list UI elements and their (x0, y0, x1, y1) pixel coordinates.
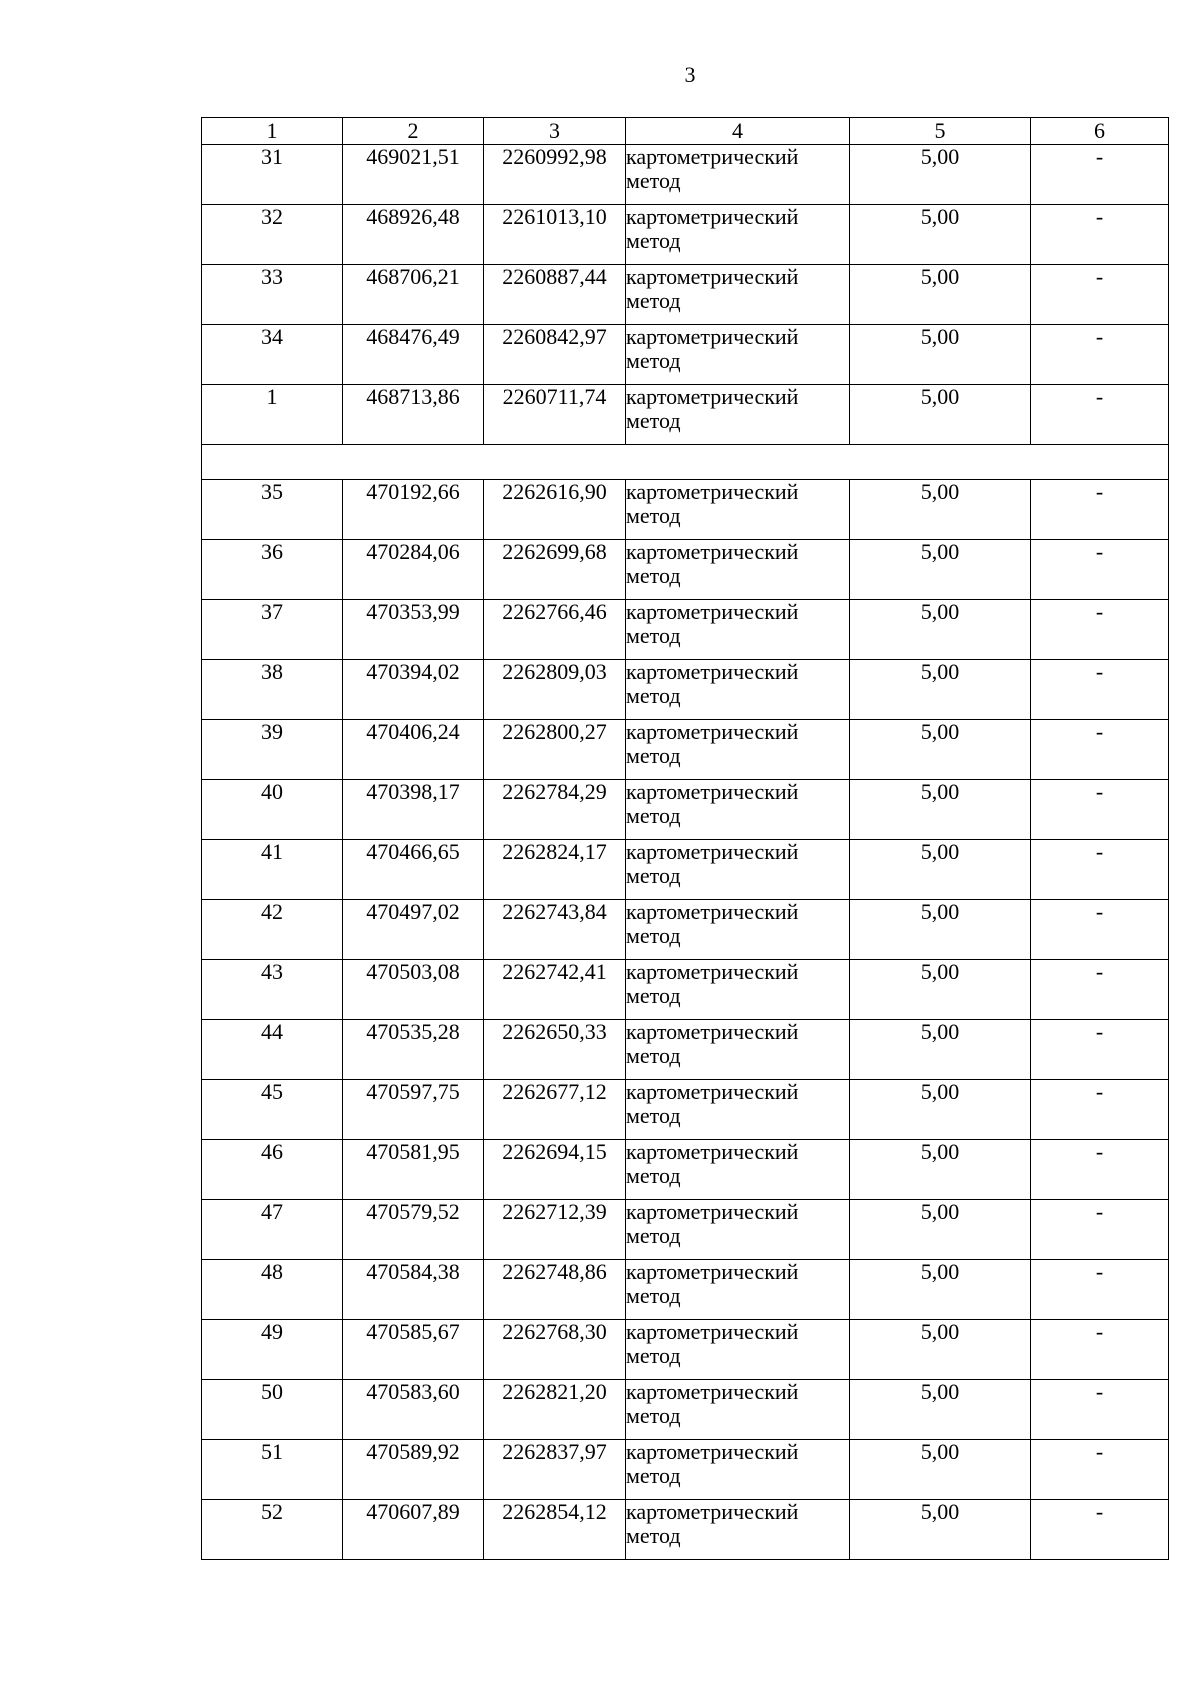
method-line-2: метод (626, 1283, 681, 1308)
column-header: 2 (343, 118, 484, 145)
description-cell: - (1031, 720, 1169, 780)
point-number-cell: 1 (202, 385, 343, 445)
x-coordinate-cell: 470581,95 (343, 1140, 484, 1200)
method-cell (626, 325, 850, 385)
precision-cell: 5,00 (850, 540, 1031, 600)
method-line-1: картометрический (626, 959, 799, 984)
y-coordinate-cell: 2261013,10 (484, 205, 626, 265)
y-coordinate-cell: 2262854,12 (484, 1500, 626, 1560)
method-line-2: метод (626, 168, 681, 193)
point-number-cell: 51 (202, 1440, 343, 1500)
point-number-cell: 46 (202, 1140, 343, 1200)
method-line-2: метод (626, 408, 681, 433)
method-line-2: метод (626, 348, 681, 373)
method-cell (626, 1080, 850, 1140)
x-coordinate-cell: 470406,24 (343, 720, 484, 780)
y-coordinate-cell: 2262837,97 (484, 1440, 626, 1500)
method-line-2: метод (626, 1403, 681, 1428)
method-line-1: картометрический (626, 599, 799, 624)
precision-cell: 5,00 (850, 660, 1031, 720)
precision-cell: 5,00 (850, 1200, 1031, 1260)
method-line-2: метод (626, 563, 681, 588)
table-row (202, 265, 1169, 325)
method-cell (626, 720, 850, 780)
point-number-cell: 38 (202, 660, 343, 720)
point-number-cell: 48 (202, 1260, 343, 1320)
precision-cell: 5,00 (850, 1320, 1031, 1380)
method-line-2: метод (626, 803, 681, 828)
description-cell: - (1031, 1260, 1169, 1320)
method-cell (626, 1140, 850, 1200)
description-cell: - (1031, 325, 1169, 385)
point-number-cell: 52 (202, 1500, 343, 1560)
x-coordinate-cell: 468926,48 (343, 205, 484, 265)
y-coordinate-cell: 2262800,27 (484, 720, 626, 780)
table-row (202, 480, 1169, 540)
table-row (202, 1440, 1169, 1500)
point-number-cell: 47 (202, 1200, 343, 1260)
y-coordinate-cell: 2262712,39 (484, 1200, 626, 1260)
precision-cell: 5,00 (850, 385, 1031, 445)
method-line-1: картометрический (626, 839, 799, 864)
y-coordinate-cell: 2262694,15 (484, 1140, 626, 1200)
description-cell: - (1031, 385, 1169, 445)
header-row (202, 118, 1169, 145)
table-row (202, 780, 1169, 840)
method-cell (626, 1260, 850, 1320)
y-coordinate-cell: 2262809,03 (484, 660, 626, 720)
method-line-1: картометрический (626, 384, 799, 409)
method-line-2: метод (626, 1163, 681, 1188)
table-row (202, 385, 1169, 445)
method-cell (626, 780, 850, 840)
table-row (202, 325, 1169, 385)
x-coordinate-cell: 470585,67 (343, 1320, 484, 1380)
method-cell (626, 145, 850, 205)
group-separator-cell (202, 445, 1169, 480)
description-cell: - (1031, 1140, 1169, 1200)
point-number-cell: 31 (202, 145, 343, 205)
method-cell (626, 600, 850, 660)
y-coordinate-cell: 2262784,29 (484, 780, 626, 840)
table-row (202, 205, 1169, 265)
method-line-1: картометрический (626, 1439, 799, 1464)
description-cell: - (1031, 1440, 1169, 1500)
method-line-1: картометрический (626, 204, 799, 229)
table-row (202, 960, 1169, 1020)
description-cell: - (1031, 265, 1169, 325)
method-line-1: картометрический (626, 899, 799, 924)
method-cell (626, 265, 850, 325)
x-coordinate-cell: 470583,60 (343, 1380, 484, 1440)
y-coordinate-cell: 2262768,30 (484, 1320, 626, 1380)
precision-cell: 5,00 (850, 480, 1031, 540)
method-line-2: метод (626, 1223, 681, 1248)
x-coordinate-cell: 470597,75 (343, 1080, 484, 1140)
precision-cell: 5,00 (850, 1140, 1031, 1200)
x-coordinate-cell: 470192,66 (343, 480, 484, 540)
column-header: 3 (484, 118, 626, 145)
x-coordinate-cell: 468476,49 (343, 325, 484, 385)
table-row (202, 900, 1169, 960)
point-number-cell: 37 (202, 600, 343, 660)
precision-cell: 5,00 (850, 960, 1031, 1020)
method-cell (626, 840, 850, 900)
method-line-2: метод (626, 288, 681, 313)
point-number-cell: 33 (202, 265, 343, 325)
x-coordinate-cell: 470589,92 (343, 1440, 484, 1500)
method-cell (626, 480, 850, 540)
method-line-1: картометрический (626, 1259, 799, 1284)
method-line-1: картометрический (626, 1379, 799, 1404)
point-number-cell: 43 (202, 960, 343, 1020)
point-number-cell: 44 (202, 1020, 343, 1080)
point-number-cell: 40 (202, 780, 343, 840)
point-number-cell: 39 (202, 720, 343, 780)
x-coordinate-cell: 470579,52 (343, 1200, 484, 1260)
x-coordinate-cell: 470353,99 (343, 600, 484, 660)
method-line-1: картометрический (626, 1079, 799, 1104)
description-cell: - (1031, 660, 1169, 720)
y-coordinate-cell: 2262616,90 (484, 480, 626, 540)
description-cell: - (1031, 1080, 1169, 1140)
point-number-cell: 35 (202, 480, 343, 540)
method-line-2: метод (626, 983, 681, 1008)
y-coordinate-cell: 2260887,44 (484, 265, 626, 325)
table-row (202, 1500, 1169, 1560)
y-coordinate-cell: 2262748,86 (484, 1260, 626, 1320)
point-number-cell: 49 (202, 1320, 343, 1380)
precision-cell: 5,00 (850, 1020, 1031, 1080)
description-cell: - (1031, 900, 1169, 960)
y-coordinate-cell: 2262743,84 (484, 900, 626, 960)
x-coordinate-cell: 469021,51 (343, 145, 484, 205)
table-row (202, 600, 1169, 660)
precision-cell: 5,00 (850, 1380, 1031, 1440)
description-cell: - (1031, 480, 1169, 540)
table-row (202, 1380, 1169, 1440)
x-coordinate-cell: 470535,28 (343, 1020, 484, 1080)
description-cell: - (1031, 1020, 1169, 1080)
table-row (202, 660, 1169, 720)
x-coordinate-cell: 470503,08 (343, 960, 484, 1020)
group-separator-row (202, 445, 1169, 480)
method-cell (626, 1320, 850, 1380)
method-line-2: метод (626, 683, 681, 708)
method-cell (626, 960, 850, 1020)
y-coordinate-cell: 2260842,97 (484, 325, 626, 385)
method-cell (626, 660, 850, 720)
table-row (202, 840, 1169, 900)
table-body (202, 145, 1169, 1560)
x-coordinate-cell: 470394,02 (343, 660, 484, 720)
column-header: 6 (1031, 118, 1169, 145)
method-line-1: картометрический (626, 659, 799, 684)
method-line-1: картометрический (626, 479, 799, 504)
table-row (202, 1260, 1169, 1320)
description-cell: - (1031, 600, 1169, 660)
method-line-2: метод (626, 1043, 681, 1068)
description-cell: - (1031, 780, 1169, 840)
method-line-2: метод (626, 623, 681, 648)
y-coordinate-cell: 2262699,68 (484, 540, 626, 600)
method-cell (626, 900, 850, 960)
description-cell: - (1031, 1320, 1169, 1380)
point-number-cell: 45 (202, 1080, 343, 1140)
method-cell (626, 1440, 850, 1500)
method-line-2: метод (626, 923, 681, 948)
y-coordinate-cell: 2262742,41 (484, 960, 626, 1020)
x-coordinate-cell: 470607,89 (343, 1500, 484, 1560)
description-cell: - (1031, 960, 1169, 1020)
x-coordinate-cell: 468706,21 (343, 265, 484, 325)
method-line-2: метод (626, 1103, 681, 1128)
x-coordinate-cell: 470284,06 (343, 540, 484, 600)
method-line-1: картометрический (626, 264, 799, 289)
description-cell: - (1031, 1500, 1169, 1560)
x-coordinate-cell: 470466,65 (343, 840, 484, 900)
description-cell: - (1031, 540, 1169, 600)
point-number-cell: 34 (202, 325, 343, 385)
method-cell (626, 1200, 850, 1260)
description-cell: - (1031, 205, 1169, 265)
y-coordinate-cell: 2262766,46 (484, 600, 626, 660)
y-coordinate-cell: 2260992,98 (484, 145, 626, 205)
precision-cell: 5,00 (850, 720, 1031, 780)
x-coordinate-cell: 470398,17 (343, 780, 484, 840)
method-line-2: метод (626, 1463, 681, 1488)
method-line-1: картометрический (626, 144, 799, 169)
table-row (202, 145, 1169, 205)
method-line-2: метод (626, 743, 681, 768)
precision-cell: 5,00 (850, 840, 1031, 900)
method-line-2: метод (626, 1343, 681, 1368)
x-coordinate-cell: 470497,02 (343, 900, 484, 960)
table-row (202, 1200, 1169, 1260)
page-number: 3 (684, 62, 696, 87)
column-header: 4 (626, 118, 850, 145)
method-line-1: картометрический (626, 1319, 799, 1344)
point-number-cell: 36 (202, 540, 343, 600)
method-cell (626, 385, 850, 445)
y-coordinate-cell: 2260711,74 (484, 385, 626, 445)
method-line-2: метод (626, 228, 681, 253)
table-row (202, 1080, 1169, 1140)
method-cell (626, 1380, 850, 1440)
precision-cell: 5,00 (850, 1260, 1031, 1320)
precision-cell: 5,00 (850, 145, 1031, 205)
table-row (202, 720, 1169, 780)
method-line-1: картометрический (626, 539, 799, 564)
method-cell (626, 1020, 850, 1080)
precision-cell: 5,00 (850, 600, 1031, 660)
method-cell (626, 205, 850, 265)
precision-cell: 5,00 (850, 205, 1031, 265)
method-line-2: метод (626, 863, 681, 888)
description-cell: - (1031, 1380, 1169, 1440)
precision-cell: 5,00 (850, 325, 1031, 385)
y-coordinate-cell: 2262677,12 (484, 1080, 626, 1140)
x-coordinate-cell: 468713,86 (343, 385, 484, 445)
method-line-1: картометрический (626, 719, 799, 744)
method-cell (626, 1500, 850, 1560)
method-cell (626, 540, 850, 600)
column-header: 5 (850, 118, 1031, 145)
precision-cell: 5,00 (850, 1080, 1031, 1140)
precision-cell: 5,00 (850, 1500, 1031, 1560)
method-line-1: картометрический (626, 324, 799, 349)
description-cell: - (1031, 1200, 1169, 1260)
method-line-2: метод (626, 1523, 681, 1548)
column-header: 1 (202, 118, 343, 145)
coordinates-table (201, 117, 1169, 1560)
y-coordinate-cell: 2262821,20 (484, 1380, 626, 1440)
point-number-cell: 32 (202, 205, 343, 265)
table-row (202, 1140, 1169, 1200)
description-cell: - (1031, 840, 1169, 900)
table-row (202, 1320, 1169, 1380)
point-number-cell: 50 (202, 1380, 343, 1440)
table-row (202, 1020, 1169, 1080)
method-line-1: картометрический (626, 1139, 799, 1164)
description-cell: - (1031, 145, 1169, 205)
precision-cell: 5,00 (850, 1440, 1031, 1500)
precision-cell: 5,00 (850, 900, 1031, 960)
method-line-1: картометрический (626, 1199, 799, 1224)
x-coordinate-cell: 470584,38 (343, 1260, 484, 1320)
table-row (202, 540, 1169, 600)
method-line-1: картометрический (626, 1019, 799, 1044)
y-coordinate-cell: 2262650,33 (484, 1020, 626, 1080)
method-line-2: метод (626, 503, 681, 528)
precision-cell: 5,00 (850, 780, 1031, 840)
point-number-cell: 42 (202, 900, 343, 960)
point-number-cell: 41 (202, 840, 343, 900)
y-coordinate-cell: 2262824,17 (484, 840, 626, 900)
precision-cell: 5,00 (850, 265, 1031, 325)
method-line-1: картометрический (626, 779, 799, 804)
method-line-1: картометрический (626, 1499, 799, 1524)
